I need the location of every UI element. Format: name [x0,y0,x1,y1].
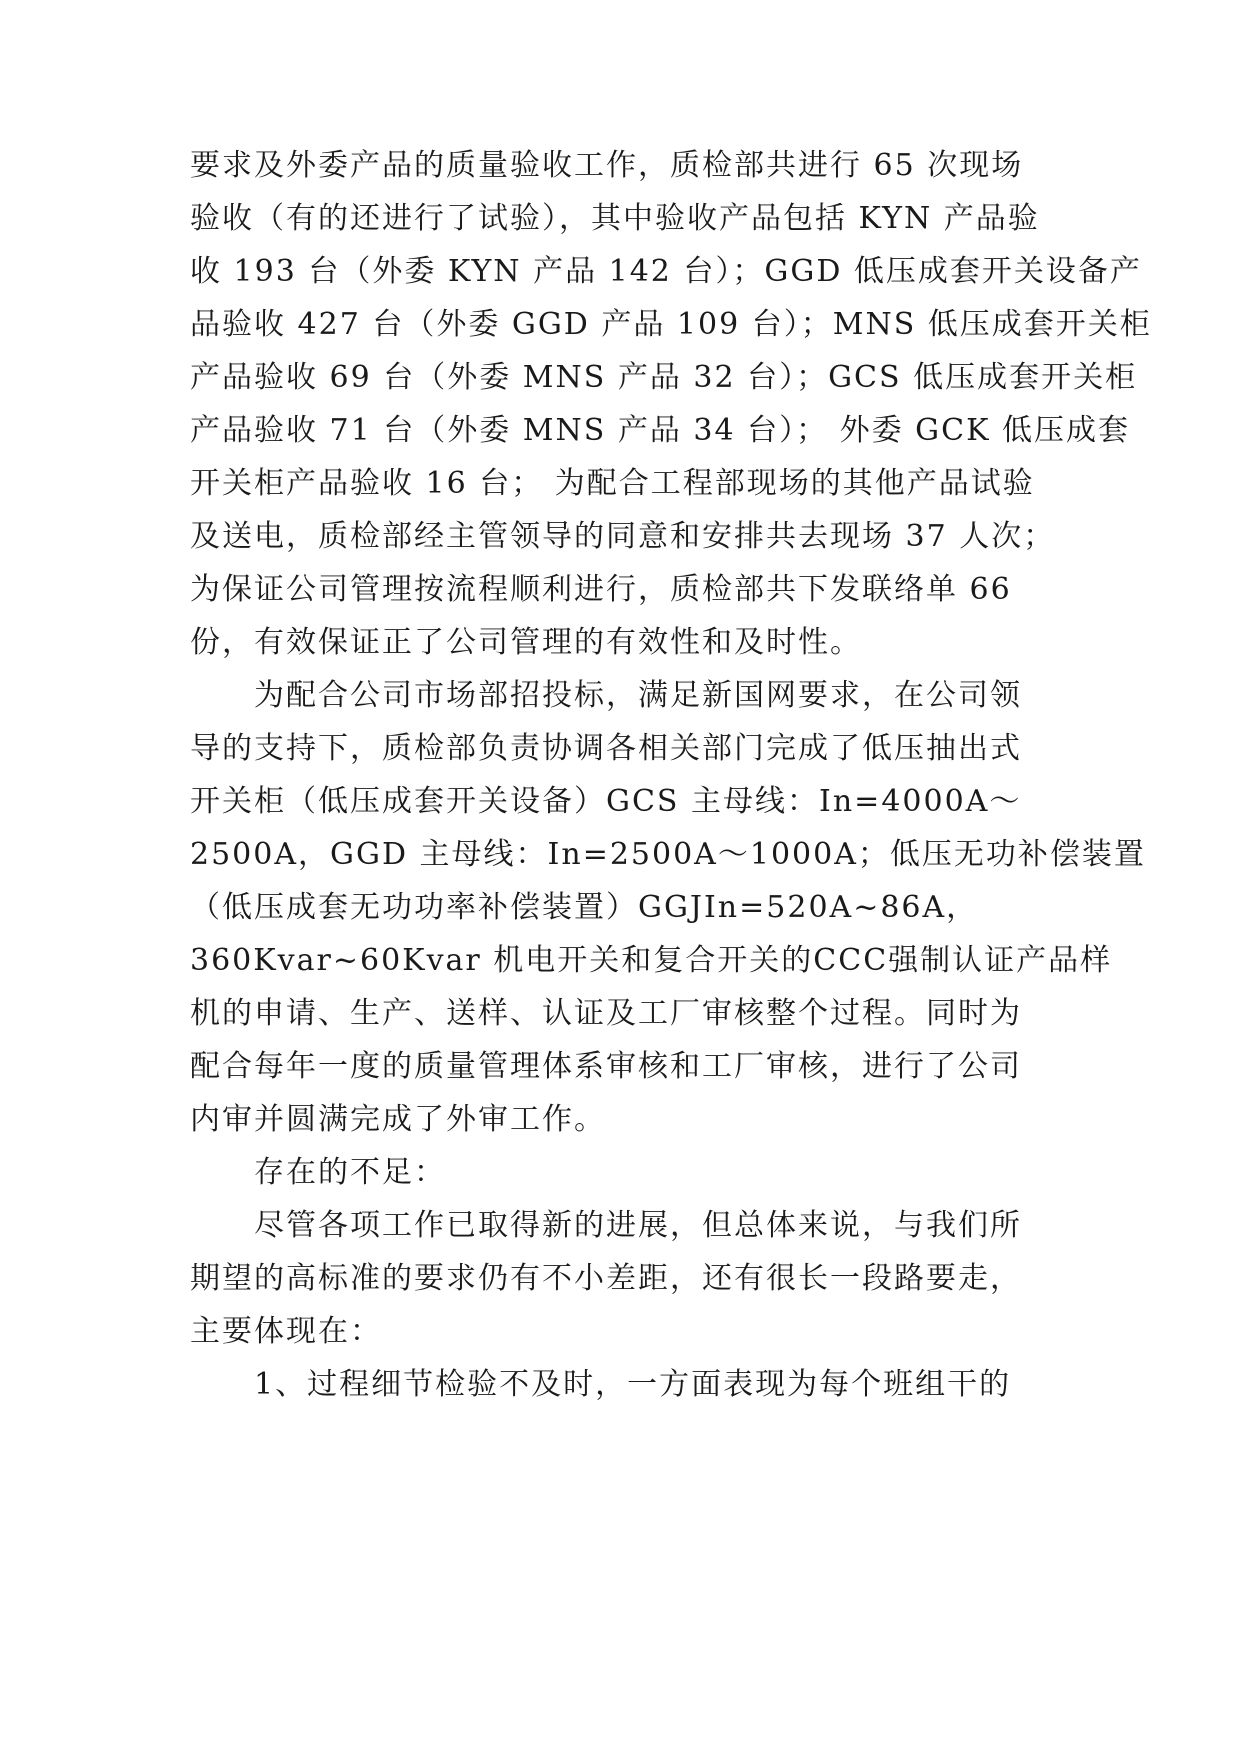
text-line: 验收（有的还进行了试验），其中验收产品包括 KYN 产品验 [190,201,1040,236]
text-line: 及送电，质检部经主管领导的同意和安排共去现场 37 人次； [190,519,1056,554]
text-line: 机的申请、生产、送样、认证及工厂审核整个过程。同时为 [190,996,1022,1031]
text-line: 配合每年一度的质量管理体系审核和工厂审核，进行了公司 [190,1049,1022,1084]
text-line: 要求及外委产品的质量验收工作，质检部共进行 65 次现场 [190,148,1024,183]
text-line: 品验收 427 台（外委 GGD 产品 109 台）；MNS 低压成套开关柜 [190,307,1152,342]
text-line: （低压成套无功功率补偿装置）GGJIn=520A~86A， [190,890,979,925]
text-line: 为保证公司管理按流程顺利进行，质检部共下发联络单 66 [190,572,1012,607]
text-line: 份，有效保证正了公司管理的有效性和及时性。 [190,625,862,660]
text-line: 2500A，GGD 主母线：In=2500A～1000A；低压无功补偿装置 [190,837,1146,872]
text-line: 产品验收 71 台（外委 MNS 产品 34 台）； 外委 GCK 低压成套 [190,413,1131,448]
section-heading: 存在的不足： [254,1155,446,1190]
text-line: 开关柜（低压成套开关设备）GCS 主母线：In=4000A～ [190,784,1022,819]
text-line: 期望的高标准的要求仍有不小差距，还有很长一段路要走， [190,1261,1022,1296]
paragraph-start-line: 尽管各项工作已取得新的进展，但总体来说，与我们所 [254,1208,1022,1243]
text-line: 产品验收 69 台（外委 MNS 产品 32 台）；GCS 低压成套开关柜 [190,360,1138,395]
text-line: 内审并圆满完成了外审工作。 [190,1102,606,1137]
list-item-1: 1、过程细节检验不及时，一方面表现为每个班组干的 [254,1367,1012,1402]
paragraph-start-line: 为配合公司市场部招投标，满足新国网要求，在公司领 [254,678,1022,713]
text-line: 主要体现在： [190,1314,382,1349]
text-line: 导的支持下，质检部负责协调各相关部门完成了低压抽出式 [190,731,1022,766]
text-line: 360Kvar~60Kvar 机电开关和复合开关的CCC强制认证产品样 [190,943,1113,978]
text-line: 收 193 台（外委 KYN 产品 142 台）；GGD 低压成套开关设备产 [190,254,1142,289]
text-line: 开关柜产品验收 16 台； 为配合工程部现场的其他产品试验 [190,466,1035,501]
